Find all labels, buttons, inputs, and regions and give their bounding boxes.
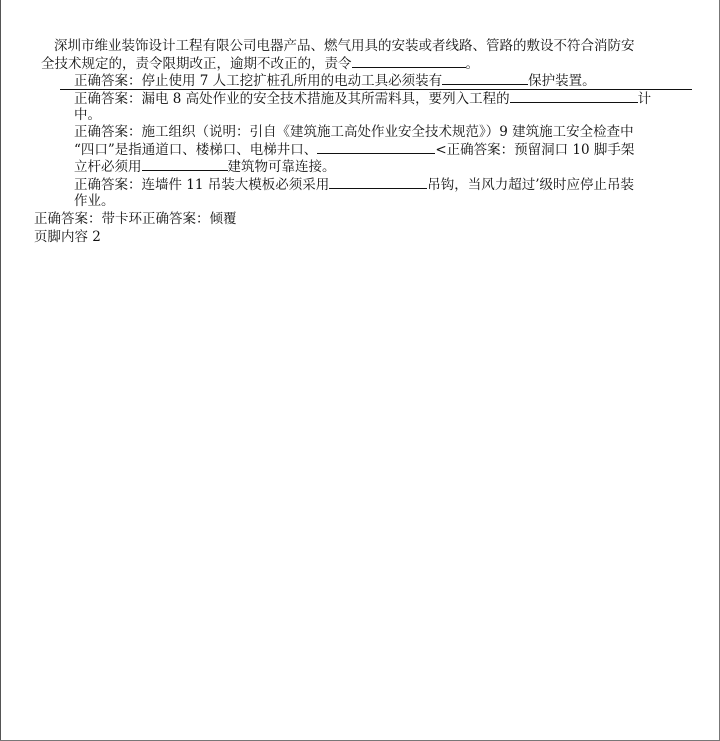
fill-in-blank [510, 90, 638, 103]
footer-text: 页脚内容 2 [34, 229, 101, 245]
answer-text: 吊钩，当风力超过’级时应停止吊装 [427, 177, 635, 193]
answer-text: 正确答案：漏电 8 高处作业的安全技术措施及其所需料具，要列入工程的 [74, 91, 510, 107]
answer-line [74, 158, 336, 176]
paragraph-text: 全技术规定的，责令限期改正，逾期不改正的，责令 [41, 56, 352, 72]
paragraph-text: 。 [465, 56, 479, 72]
answer-text: 作业。 [74, 193, 115, 209]
fill-in-blank [317, 141, 435, 154]
paragraph-line [54, 38, 635, 55]
answer-line [74, 72, 596, 90]
answer-line [74, 193, 115, 210]
answer-text: 保护装置。 [528, 73, 596, 89]
final-answer-text: 正确答案：带卡环正确答案：倾覆 [34, 211, 237, 227]
answer-line [74, 90, 651, 108]
answer-text: 正确答案：连墙件 11 吊装大模板必须采用 [74, 177, 330, 193]
fill-in-blank [329, 176, 427, 189]
fill-in-blank [352, 55, 466, 68]
answer-text: 立杆必须用 [74, 159, 142, 175]
answer-text: 中。 [74, 107, 101, 123]
paragraph-text: 深圳市维业装饰设计工程有限公司电器产品、燃气用具的安装或者线路、管路的敷设不符合消防安 [54, 38, 635, 54]
answer-line [74, 176, 634, 194]
answer-text: 计 [637, 91, 652, 107]
fill-in-blank [142, 158, 228, 171]
answer-text: 正确答案：停止使用 7 人工挖扩桩孔所用的电动工具必须装有 [74, 73, 443, 89]
page-footer [34, 229, 101, 246]
answer-line [74, 124, 634, 141]
answer-line [74, 141, 634, 159]
answer-text: <正确答案：预留洞口 10 脚手架 [435, 142, 635, 158]
paragraph-line [41, 55, 479, 73]
answer-text: 建筑物可靠连接。 [227, 159, 336, 175]
answer-line [74, 107, 101, 124]
answer-text: 正确答案：施工组织（说明：引自《建筑施工高处作业安全技术规范》）9 建筑施工安全检查中 [74, 124, 634, 140]
page-border-left [0, 0, 1, 741]
final-answer-line [34, 211, 237, 228]
fill-in-blank [442, 72, 528, 85]
answer-text: “四口”是指通道口、楼梯口、电梯井口、 [74, 142, 318, 158]
